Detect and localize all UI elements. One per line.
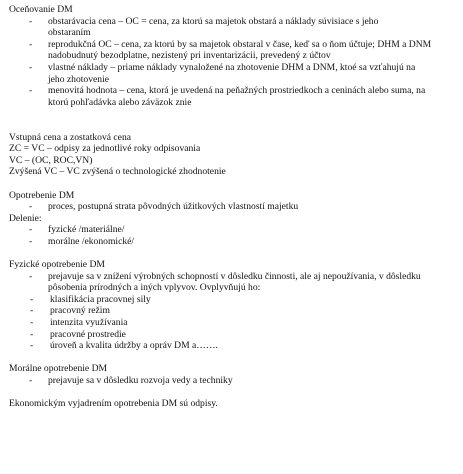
dash-bullet: -	[30, 340, 34, 352]
formula-zvysena-vc: Zvýšená VC – VC zvýšená o technologické zhodnotenie	[9, 166, 226, 178]
list-item	[9, 375, 457, 387]
list-item	[9, 305, 457, 317]
formula-zc: ZC = VC – odpisy za jednotlivé roky odpisovania	[9, 143, 201, 155]
delenie-list	[9, 224, 457, 247]
list-item	[9, 16, 457, 39]
opotrebenie-list	[9, 201, 457, 213]
list-item-text: intenzita využívania	[50, 317, 128, 329]
dash-bullet: -	[30, 305, 34, 317]
dash-bullet: -	[30, 317, 34, 329]
list-item-text: pracovné prostredie	[50, 328, 126, 340]
list-item	[9, 62, 457, 85]
dash-bullet: -	[29, 375, 33, 386]
moralne-list	[9, 375, 457, 387]
list-item	[9, 236, 457, 248]
list-item	[9, 224, 457, 236]
list-item-text: menovitá hodnota – cena, ktorá je uvedená na peňažných prostriedkoch a ceninách alebo suma, na ktorú pohľadávka alebo záväzok znie	[48, 85, 426, 108]
list-item-text: morálne /ekonomické/	[48, 235, 135, 247]
list-item-text: pracovný režim	[50, 305, 110, 317]
delenie-label: Delenie:	[9, 212, 42, 224]
section-heading-vstupna-cena: Vstupná cena a zostatková cena	[9, 131, 131, 143]
dash-bullet: -	[29, 270, 33, 282]
dash-bullet: -	[30, 293, 34, 305]
list-item	[9, 201, 457, 213]
fyzicke-list	[9, 271, 457, 294]
list-item-text: reprodukčná OC – cena, za ktorú by sa majetok obstaral v čase, keď sa o ňom účtuje; DHM a DNM nadobudnutý bezodplatne, nezistený pri inventarizácii, prevedený z účtov	[48, 38, 432, 62]
list-item	[9, 340, 457, 352]
section-heading-ocenovanie: Oceňovanie DM	[9, 4, 73, 15]
section-heading-fyzicke-opotrebenie: Fyzické opotrebenie DM	[9, 259, 105, 271]
list-item-text: klasifikácia pracovnej sily	[50, 293, 151, 305]
list-item	[9, 85, 457, 108]
list-item-text: fyzické /materiálne/	[48, 224, 125, 236]
list-item-text: vlastné náklady – priame náklady vynaložené na zhotovenie DHM a DNM, ktoé sa vzťahujú na jeho zhotovenie	[48, 61, 416, 85]
dash-bullet: -	[29, 201, 33, 213]
closing-sentence: Ekonomickým vyjadrením opotrebenia DM sú odpisy.	[9, 398, 218, 410]
list-item	[9, 329, 457, 341]
dash-bullet: -	[29, 235, 33, 247]
formula-vc: VC – (OC, ROC,VN)	[9, 154, 93, 166]
list-item	[9, 317, 457, 329]
dash-bullet: -	[29, 15, 33, 27]
dash-bullet: -	[30, 328, 34, 340]
section-heading-moralne-opotrebenie: Morálne opotrebenie DM	[9, 363, 108, 375]
list-item-text: úroveň a kvalita údržby a opráv DM a…….	[50, 340, 218, 352]
fyzicke-factors-list	[9, 294, 457, 352]
dash-bullet: -	[29, 85, 33, 97]
ocenovanie-list	[9, 16, 457, 109]
list-item	[9, 39, 457, 62]
section-heading-opotrebenie: Opotrebenie DM	[9, 189, 75, 201]
dash-bullet: -	[29, 224, 33, 236]
list-item-text: proces, postupná strata pôvodných úžitkových vlastností majetku	[48, 201, 299, 213]
list-item-text: obstarávacia cena – OC = cena, za ktorú sa majetok obstará a náklady súvisiace s jeho obstaraním	[48, 15, 379, 39]
list-item	[9, 294, 457, 306]
list-item-text: prejavuje sa v dôsledku rozvoja vedy a techniky	[48, 375, 233, 386]
dash-bullet: -	[29, 38, 33, 50]
list-item-text: prejavuje sa v znížení výrobných schopností v dôsledku činnosti, ale aj nepoužívania, v dôsledku pôsobenia prírodných a iných vplyvov. Ovplyvňujú ho:	[48, 270, 421, 294]
list-item	[9, 271, 457, 294]
dash-bullet: -	[29, 61, 33, 73]
